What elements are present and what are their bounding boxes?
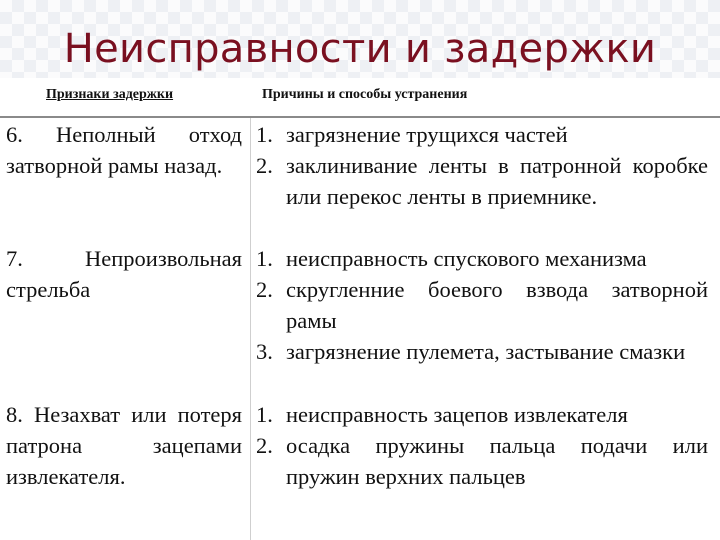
cause-number: 1. [256, 246, 273, 271]
cause-text: неисправность зацепов извлекателя [286, 402, 628, 427]
cause-number: 2. [256, 277, 273, 302]
causes-cell-8 [256, 399, 708, 492]
symptom-cell-6: 6. Неполный отход затворной рамы назад. [6, 122, 242, 178]
symptom-cell-7: 7. Непроизвольная стрельба [6, 246, 242, 302]
cause-item [256, 336, 708, 367]
symptom-cell-8: 8. Незахват или потеря патрона зацепами извлекателя. [6, 402, 242, 489]
cause-item [256, 243, 708, 274]
header-divider [0, 116, 720, 118]
cause-item [256, 430, 708, 492]
cause-text: заклинивание ленты в патронной коробке или перекос ленты в приемнике. [286, 153, 708, 209]
slide-title: Неисправности и задержки [63, 26, 657, 72]
cause-text: скругленние боевого взвода затворной рамы [286, 277, 708, 333]
cause-number: 1. [256, 402, 273, 427]
cause-item [256, 274, 708, 336]
header-causes: Причины и способы устранения [262, 87, 468, 102]
cause-number: 2. [256, 153, 273, 178]
cause-text: неисправность спускового механизма [286, 246, 647, 271]
cause-number: 2. [256, 433, 273, 458]
cause-item [256, 150, 708, 212]
cause-number: 3. [256, 339, 273, 364]
cause-text: осадка пружины пальца подачи или пружин верхних пальцев [286, 433, 708, 489]
causes-cell-7 [256, 243, 708, 367]
cause-item [256, 119, 708, 150]
table-header-row [0, 78, 720, 116]
cause-number: 1. [256, 122, 273, 147]
header-symptoms: Признаки задержки [46, 87, 174, 102]
cause-item [256, 399, 708, 430]
column-divider [250, 118, 251, 540]
cause-text: загрязнение трущихся частей [286, 122, 568, 147]
causes-cell-6 [256, 119, 708, 212]
cause-text: загрязнение пулемета, застывание смазки [286, 339, 686, 364]
